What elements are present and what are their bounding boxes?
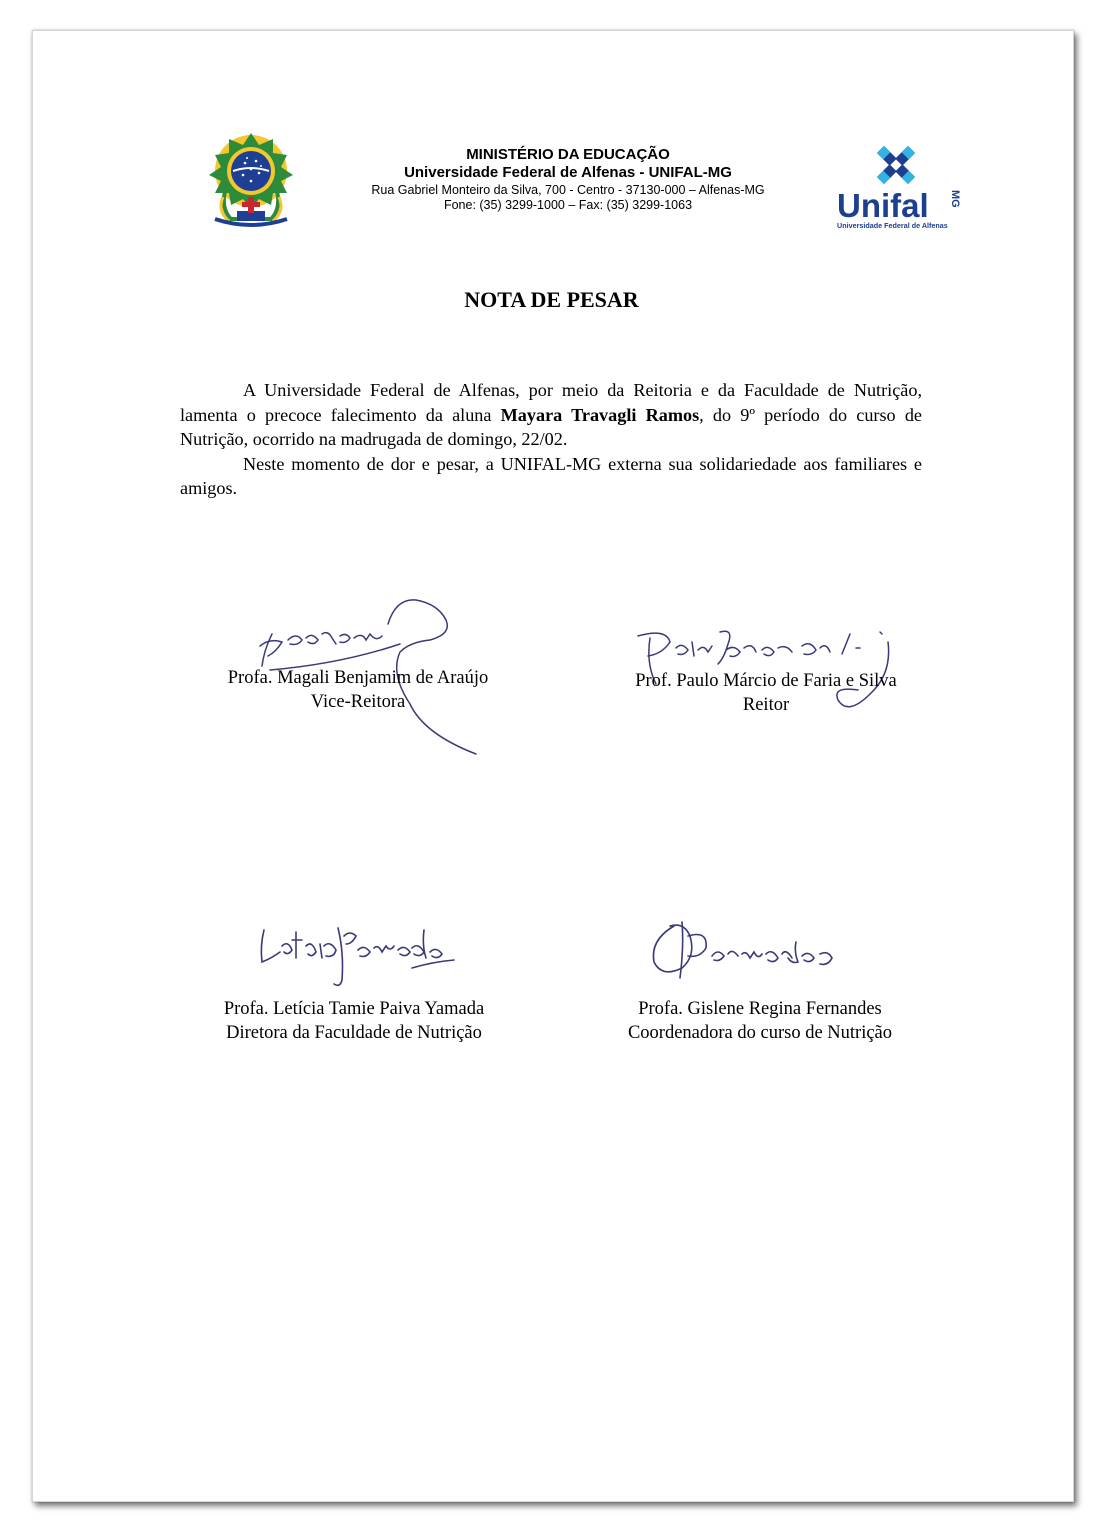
signatory-diretora [182, 997, 526, 1045]
university-name: Universidade Federal de Alfenas - UNIFAL-MG [404, 164, 732, 181]
signatory-name: Profa. Magali Benjamim de Araújo [227, 668, 489, 688]
letterhead [333, 145, 803, 213]
unifal-mg-suffix: MG [949, 190, 961, 208]
signatory-role: Diretora da Faculdade de Nutrição [226, 1023, 482, 1043]
signatory-role: Reitor [742, 695, 790, 715]
unifal-wordmark: Unifal [837, 187, 929, 224]
ministry-heading: MINISTÉRIO DA EDUCAÇÃO [466, 146, 670, 163]
paragraph-2: Neste momento de dor e pesar, a UNIFAL-MG externa sua solidariedade aos familiares e amigos. [180, 453, 922, 498]
signatory-name: Profa. Gislene Regina Fernandes [638, 999, 882, 1019]
university-phone: Fone: (35) 3299-1000 – Fax: (35) 3299-1063 [443, 198, 693, 212]
signatory-vice-reitora [190, 666, 526, 714]
unifal-tagline: Universidade Federal de Alfenas [837, 221, 948, 230]
page-title: NOTA DE PESAR [464, 287, 639, 312]
unifal-mark-icon [833, 131, 959, 235]
signatory-name: Prof. Paulo Márcio de Faria e Silva [635, 671, 897, 691]
signatory-role: Coordenadora do curso de Nutrição [627, 1023, 893, 1043]
condolence-text [180, 378, 922, 501]
signatory-coordenadora [594, 997, 926, 1045]
brazil-coat-of-arms-icon [201, 131, 301, 231]
paragraph-1: A Universidade Federal de Alfenas, por meio da Reitoria e da Faculdade de Nutrição, lamenta o precoce falecimento da aluna Mayara Travagli Ramos, do 9º período do curso de Nutrição, ocorrido na madrugada de domingo, 22/02. [180, 380, 922, 449]
document-page [32, 30, 1074, 1502]
signatory-name: Profa. Letícia Tamie Paiva Yamada [223, 999, 485, 1019]
signatory-reitor [598, 669, 934, 717]
unifal-logo [833, 131, 959, 235]
student-name: Mayara Travagli Ramos [500, 404, 700, 425]
university-address: Rua Gabriel Monteiro da Silva, 700 - Centro - 37130-000 – Alfenas-MG [371, 183, 765, 197]
signatory-role: Vice-Reitora [310, 692, 406, 712]
